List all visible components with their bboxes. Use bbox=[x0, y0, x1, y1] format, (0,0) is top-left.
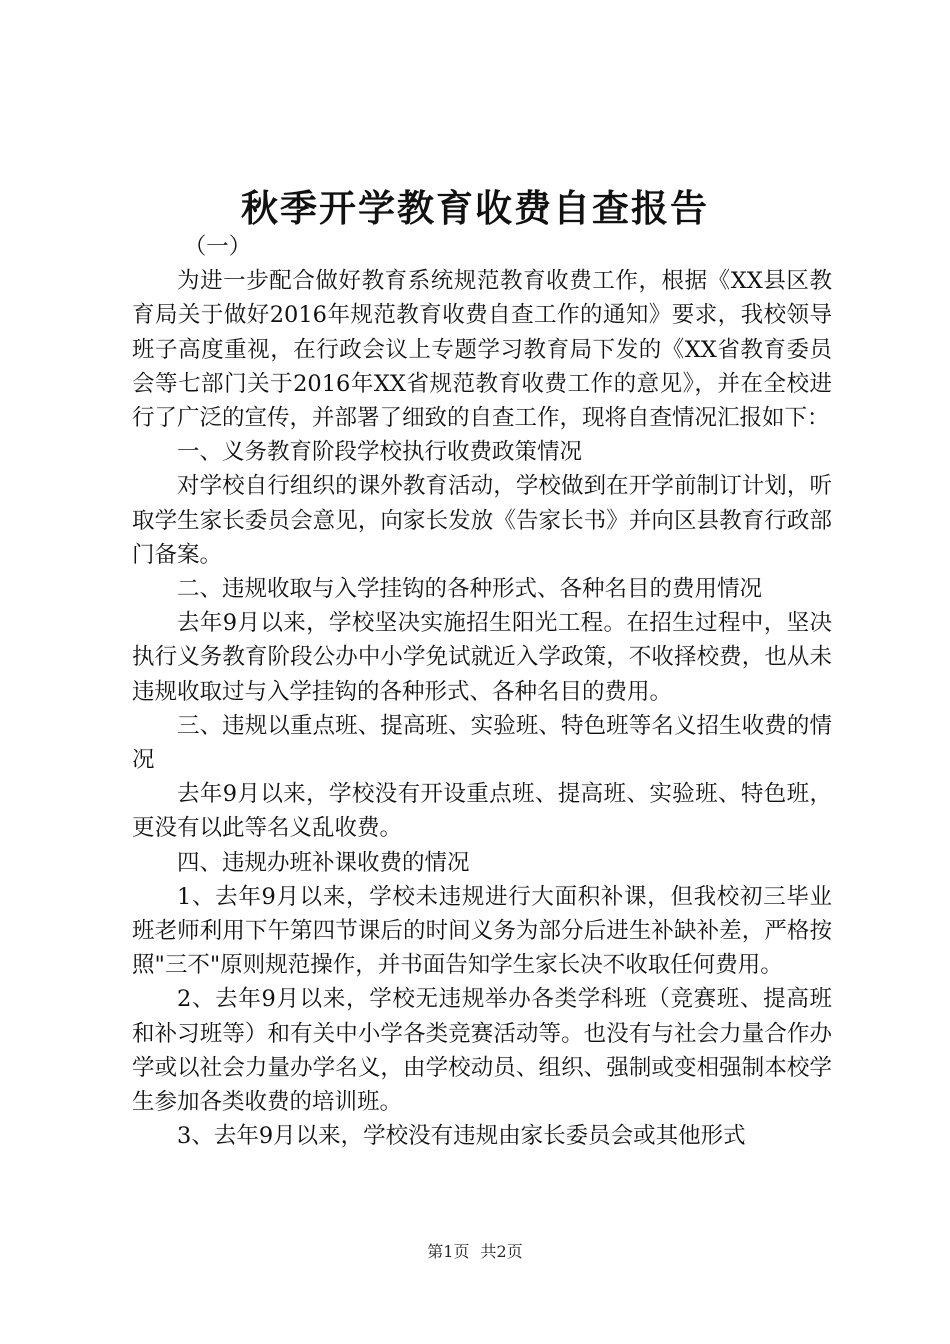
page-number-current: 第1页 bbox=[427, 1242, 470, 1261]
page-footer bbox=[0, 1240, 950, 1264]
section-heading-1: 一、义务教育阶段学校执行收费政策情况 bbox=[177, 439, 583, 466]
document-body bbox=[132, 230, 832, 1153]
section-heading-3: 三、违规以重点班、提高班、实验班、特色班等名义招生收费的情况 bbox=[132, 712, 832, 774]
subtitle-paragraph: （一） bbox=[183, 234, 252, 260]
list-item-2: 2、去年9月以来，学校无违规举办各类学科班（竞赛班、提高班和补习班等）和有关中小学各类竞赛活动等。也没有与社会力量合作办学或以社会力量办学名义，由学校动员、组织、强制或变相强制本校学生参加各类收费的培训班。 bbox=[132, 986, 832, 1116]
list-item-1: 1、去年9月以来，学校未违规进行大面积补课，但我校初三毕业班老师利用下午第四节课后的时间义务为部分后进生补缺补差，严格按照"三不"原则规范操作，并书面告知学生家长决不收取任何费用。 bbox=[132, 883, 832, 979]
document-title: 秋季开学教育收费自查报告 bbox=[241, 186, 709, 230]
section-paragraph-2: 去年9月以来，学校坚决实施招生阳光工程。在招生过程中，坚决执行义务教育阶段公办中小学免试就近入学政策，不收择校费，也从未违规收取过与入学挂钩的各种形式、各种名目的费用。 bbox=[132, 610, 832, 705]
section-heading-2: 二、违规收取与入学挂钩的各种形式、各种名目的费用情况 bbox=[177, 576, 763, 603]
section-paragraph-1: 对学校自行组织的课外教育活动，学校做到在开学前制订计划，听取学生家长委员会意见，向家长发放《告家长书》并向区县教育行政部门备案。 bbox=[132, 473, 832, 568]
page-number-total: 共2页 bbox=[480, 1242, 523, 1261]
intro-paragraph: 为进一步配合做好教育系统规范教育收费工作，根据《XX县区教育局关于做好2016年规范教育收费自查工作的通知》要求，我校领导班子高度重视，在行政会议上专题学习教育局下发的《XX省教育委员会等七部门关于2016年XX省规范教育收费工作的意见》，并在全校进行了广泛的宣传，并部署了细致的自查工作，现将自查情况汇报如下： bbox=[132, 268, 832, 432]
section-heading-4: 四、违规办班补课收费的情况 bbox=[177, 849, 470, 876]
section-paragraph-3: 去年9月以来，学校没有开设重点班、提高班、实验班、特色班，更没有以此等名义乱收费。 bbox=[132, 781, 832, 842]
list-item-3: 3、去年9月以来，学校没有违规由家长委员会或其他形式 bbox=[177, 1123, 746, 1150]
